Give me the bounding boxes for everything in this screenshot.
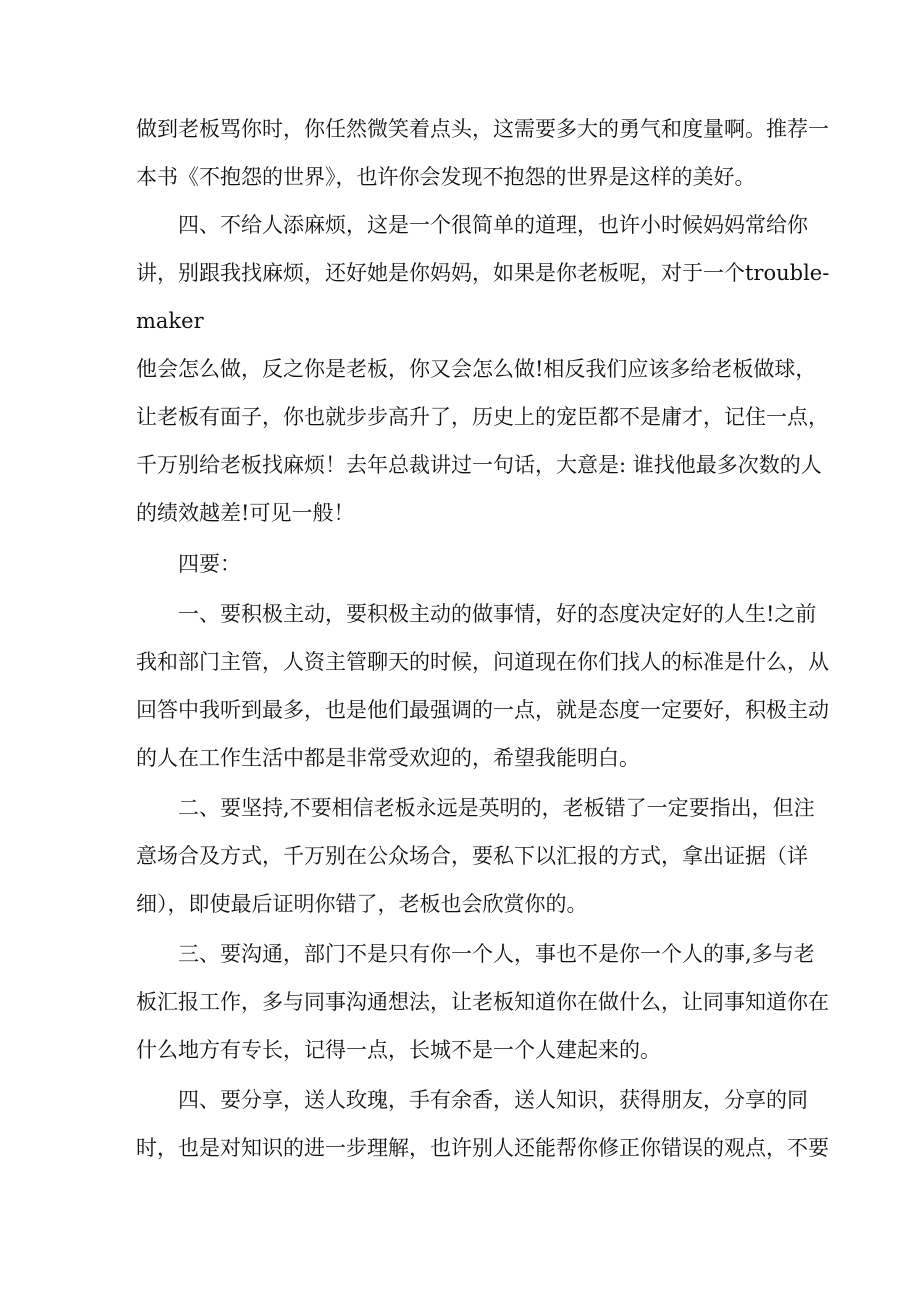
text-line: 他会怎么做，反之你是老板，你又会怎么做!相反我们应该多给老板做球， [136, 357, 817, 381]
paragraph-start-line: 一、要积极主动，要积极主动的做事情，好的态度决定好的人生!之前 [178, 602, 817, 626]
text-line: 我和部门主管，人资主管聊天的时候，问道现在你们找人的标准是什么，从 [136, 650, 829, 674]
paragraph-start-line: 二、要坚持,不要相信老板永远是英明的，老板错了一定要指出，但注 [178, 796, 815, 820]
paragraph-start-line: 四、不给人添麻烦，这是一个很简单的道理，也许小时候妈妈常给你 [178, 213, 808, 237]
text-line: 讲，别跟我找麻烦，还好她是你妈妈，如果是你老板呢，对于一个trouble- [136, 261, 830, 285]
text-line: 的绩效越差!可见一般！ [136, 501, 355, 525]
text-line: 本书《不抱怨的世界》，也许你会发现不抱怨的世界是这样的美好。 [136, 165, 756, 189]
section-heading: 四要： [178, 552, 241, 576]
text-line: 时，也是对知识的进一步理解，也许别人还能帮你修正你错误的观点，不要 [136, 1136, 829, 1160]
text-line: 细），即使最后证明你错了，老板也会欣赏你的。 [136, 892, 588, 916]
text-line: 的人在工作生活中都是非常受欢迎的，希望我能明白。 [136, 746, 640, 770]
paragraph-start-line: 三、要沟通，部门不是只有你一个人，事也不是你一个人的事,多与老 [178, 942, 815, 966]
text-line: 让老板有面子，你也就步步高升了，历史上的宠臣都不是庸才，记住一点， [136, 405, 829, 429]
text-line: 意场合及方式，千万别在公众场合，要私下以汇报的方式，拿出证据（详 [136, 844, 808, 868]
text-line: 什么地方有专长，记得一点，长城不是一个人建起来的。 [136, 1038, 661, 1062]
text-line: 板汇报工作，多与同事沟通想法，让老板知道你在做什么，让同事知道你在 [136, 990, 829, 1014]
paragraph-start-line: 四、要分享，送人玫瑰，手有余香，送人知识，获得朋友，分享的同 [178, 1088, 808, 1112]
text-line: 做到老板骂你时，你任然微笑着点头，这需要多大的勇气和度量啊。推荐一 [136, 117, 829, 141]
text-line: 回答中我听到最多，也是他们最强调的一点，就是态度一定要好，积极主动 [136, 698, 829, 722]
text-line: maker [136, 309, 204, 333]
text-line: 千万别给老板找麻烦！去年总裁讲过一句话，大意是: 谁找他最多次数的人 [136, 453, 822, 477]
